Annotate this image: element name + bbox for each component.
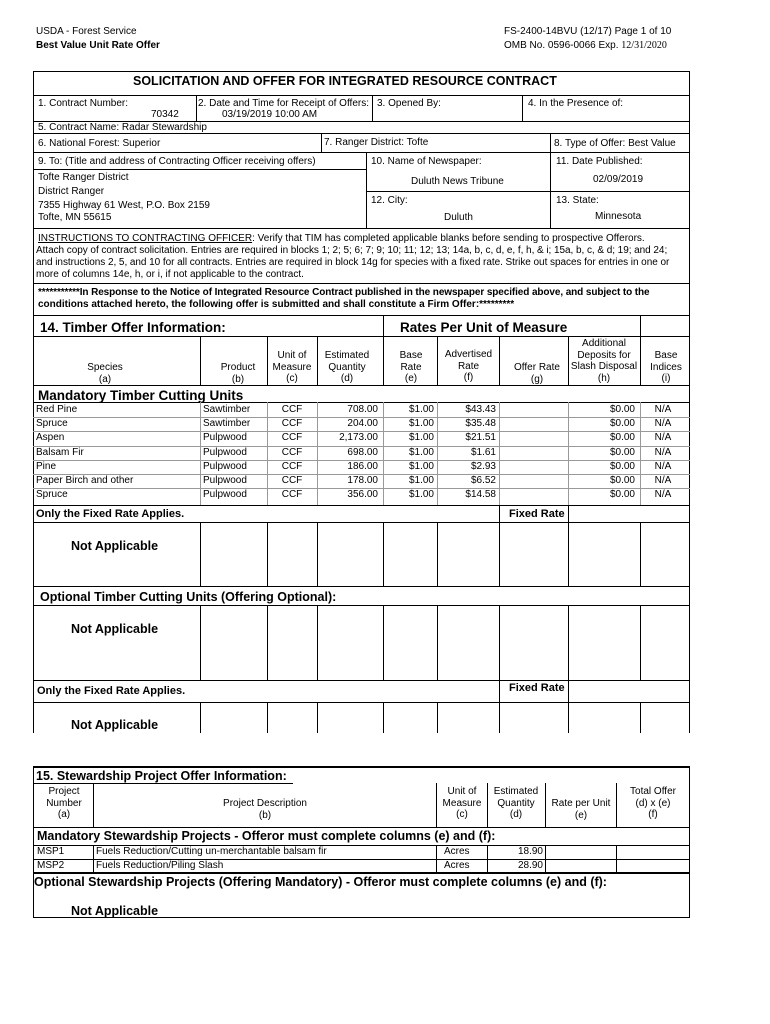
city-label: 12. City: — [371, 195, 408, 206]
cell-unit: CCF — [281, 432, 303, 444]
exp-label: Exp. — [598, 40, 619, 51]
cell-species: Spruce — [36, 489, 68, 501]
fixed-rate-only-label-2: Only the Fixed Rate Applies. — [37, 685, 186, 697]
optional-timber-title: Optional Timber Cutting Units (Offering Optional): — [40, 590, 337, 604]
slash-header-code: (h) — [597, 372, 611, 384]
cell-slash: $0.00 — [609, 418, 635, 430]
cell-slash: $0.00 — [609, 489, 635, 501]
cell-unit: CCF — [281, 460, 303, 472]
col-project-number-header — [38, 786, 90, 821]
cell-qty: 204.00 — [347, 418, 378, 430]
offer-rate-header-code: (g) — [530, 373, 544, 385]
main-title: SOLICITATION AND OFFER FOR INTEGRATED RESOURCE CONTRACT — [133, 74, 557, 88]
product-header-code: (b) — [231, 373, 245, 385]
cell-qty: 178.00 — [347, 475, 378, 486]
not-applicable-fixed-2: Not Applicable — [71, 718, 159, 732]
col-unit-header — [268, 350, 316, 385]
project-desc-header-code: (b) — [258, 809, 272, 821]
state: Minnesota — [595, 211, 642, 222]
form-number-text: FS-2400-14BVU (12/17) — [504, 26, 612, 37]
cell-adv: $35.48 — [465, 418, 496, 430]
cell-indices: N/A — [654, 460, 672, 472]
total-offer-header-1: Total Offer — [630, 786, 676, 797]
stew-cell-unit: Acres — [444, 846, 470, 857]
instructions-text-1: : Verify that TIM has completed applicable blanks before sending to prospective Offerors. — [252, 233, 645, 244]
cell-base: $1.00 — [408, 446, 434, 458]
response-line-1: ***********In Response to the Notice of Integrated Resource Contract published in the newspaper specified above, and subject to the — [38, 287, 650, 298]
cell-species: Paper Birch and other — [36, 475, 134, 486]
cell-indices: N/A — [654, 489, 672, 501]
omb-number: OMB No. 0596-0066 — [504, 40, 596, 51]
total-offer-header-2: (d) x (e) — [635, 797, 671, 809]
mandatory-timber-title: Mandatory Timber Cutting Units — [38, 388, 244, 403]
fixed-rate-only-label: Only the Fixed Rate Applies. — [36, 508, 185, 520]
stew-cell-desc: Fuels Reduction/Cutting un-merchantable balsam fir — [96, 846, 327, 857]
cell-indices: N/A — [654, 404, 672, 415]
stew-unit-header-1: Unit of — [447, 786, 477, 797]
cell-product: Sawtimber — [203, 418, 251, 430]
cell-indices: N/A — [654, 432, 672, 444]
total-offer-header-code: (f) — [648, 809, 658, 820]
instructions-lead: INSTRUCTIONS TO CONTRACTING OFFICER — [38, 233, 253, 244]
instructions-line-2: Attach copy of contract solicitation. Entries are required in blocks 1; 2; 5; 6; 7; 9; 10; 11; 12; 13; 14a, b, c, d, e, f, h, & i; 15a, b, c, & d; 19; and 24; — [36, 245, 668, 256]
col-project-desc-header — [200, 798, 330, 821]
rate-unit-header: Rate per Unit — [551, 798, 611, 809]
base-rate-header-2: Rate — [400, 361, 422, 373]
national-forest: 6. National Forest: Superior — [38, 138, 161, 149]
cell-unit: CCF — [281, 475, 303, 486]
adv-rate-header-1: Advertised — [444, 349, 493, 360]
cell-slash: $0.00 — [609, 460, 635, 472]
col-base-rate-header — [386, 350, 436, 385]
stew-cell-number: MSP2 — [37, 860, 65, 871]
newspaper-name: Duluth News Tribune — [411, 176, 504, 187]
cell-adv: $2.93 — [470, 460, 496, 472]
receipt-date-label: 2. Date and Time for Receipt of Offers: — [198, 98, 370, 109]
presence-label: 4. In the Presence of: — [528, 98, 624, 109]
rate-unit-header-code: (e) — [574, 809, 588, 821]
contracting-officer-label: 9. To: (Title and address of Contracting Officer receiving offers) — [38, 156, 316, 167]
stew-unit-header-2: Measure — [442, 797, 482, 809]
not-applicable-optional: Not Applicable — [71, 622, 159, 636]
cell-qty: 2,173.00 — [339, 432, 378, 444]
indices-header-2: Indices — [650, 361, 682, 373]
form-number — [504, 27, 671, 37]
cell-unit: CCF — [281, 446, 303, 458]
stew-cell-qty: 28.90 — [517, 860, 543, 871]
cell-species: Red Pine — [36, 404, 78, 415]
cell-adv: $1.61 — [470, 446, 496, 458]
unit-header-code: (c) — [286, 373, 298, 384]
cell-qty: 356.00 — [347, 489, 378, 501]
col-quantity-header — [319, 350, 375, 385]
page-info: Page 1 of 10 — [614, 26, 672, 37]
indices-header-1: Base — [654, 350, 678, 361]
cell-adv: $21.51 — [465, 432, 496, 444]
col-indices-header — [643, 350, 689, 385]
cell-qty: 698.00 — [347, 446, 378, 458]
contract-number-label: 1. Contract Number: — [38, 98, 129, 109]
cell-species: Pine — [36, 460, 57, 472]
cell-species: Spruce — [36, 418, 68, 430]
mandatory-stewardship-title: Mandatory Stewardship Projects - Offeror must complete columns (e) and (f): — [37, 829, 496, 843]
unit-header-2: Measure — [272, 361, 312, 373]
fixed-rate-label-2: Fixed Rate — [509, 682, 565, 694]
cell-adv: $43.43 — [465, 404, 496, 415]
instructions-line-4: more of columns 14e, h, or i, if not applicable to the contract. — [36, 269, 304, 280]
cell-adv: $14.58 — [465, 489, 496, 501]
stew-qty-header-code: (d) — [509, 809, 523, 820]
col-product-header — [213, 362, 263, 385]
cell-species: Aspen — [36, 432, 65, 444]
col-total-offer-header — [617, 786, 689, 821]
state-label: 13. State: — [556, 195, 599, 206]
base-rate-header-code: (e) — [404, 373, 418, 384]
cell-product: Pulpwood — [203, 446, 247, 458]
not-applicable-stewardship: Not Applicable — [71, 904, 159, 918]
cell-base: $1.00 — [408, 404, 434, 415]
adv-rate-header-code: (f) — [463, 372, 474, 383]
species-header: Species — [87, 362, 123, 373]
product-header: Product — [220, 362, 256, 373]
address-line-2: District Ranger — [38, 186, 105, 197]
cell-adv: $6.52 — [470, 475, 496, 486]
cell-product: Sawtimber — [203, 404, 251, 415]
instructions-line-1 — [38, 234, 645, 244]
unit-header-1: Unit of — [277, 350, 307, 361]
base-rate-header-1: Base — [399, 350, 423, 361]
slash-header-3: Slash Disposal — [570, 361, 638, 372]
instructions-line-3: and instructions 2, 5, and 10 for all contracts. Entries are required in block 14g for species with a fixed rate. Strike out spaces for entries in one or — [36, 257, 670, 268]
cell-base: $1.00 — [408, 475, 434, 486]
indices-header-code: (i) — [661, 373, 671, 384]
cell-unit: CCF — [281, 418, 303, 430]
agency-name: USDA - Forest Service — [36, 26, 137, 37]
col-stew-unit-header — [437, 786, 487, 821]
stew-cell-desc: Fuels Reduction/Piling Slash — [96, 860, 224, 871]
contract-name: 5. Contract Name: Radar Stewardship — [38, 122, 207, 133]
project-number-header-1: Project — [48, 786, 80, 797]
adv-rate-header-2: Rate — [457, 360, 480, 372]
cell-base: $1.00 — [408, 460, 434, 472]
cell-slash: $0.00 — [609, 404, 635, 415]
ranger-district: 7. Ranger District: Tofte — [324, 137, 429, 148]
project-number-header-2: Number — [46, 797, 82, 809]
offer-rate-header: Offer Rate — [514, 362, 560, 373]
city: Duluth — [444, 212, 473, 223]
cell-indices: N/A — [654, 446, 672, 458]
cell-indices: N/A — [654, 475, 672, 486]
date-published-label: 11. Date Published: — [556, 156, 643, 167]
address-line-1: Tofte Ranger District — [38, 172, 129, 183]
not-applicable-fixed-1: Not Applicable — [71, 539, 159, 553]
optional-stewardship-title: Optional Stewardship Projects (Offering Mandatory) - Offeror must complete columns (e) and (f): — [34, 875, 607, 889]
cell-indices: N/A — [654, 418, 672, 430]
newspaper-label: 10. Name of Newspaper: — [371, 156, 482, 167]
cell-product: Pulpwood — [203, 475, 247, 486]
contract-number: 70342 — [151, 109, 179, 120]
cell-unit: CCF — [281, 404, 303, 415]
fixed-rate-label: Fixed Rate — [509, 508, 565, 520]
stew-qty-header-1: Estimated — [493, 786, 539, 797]
qty-header-code: (d) — [340, 373, 354, 384]
timber-section-title: 14. Timber Offer Information: — [40, 320, 226, 335]
col-species-header — [60, 362, 150, 385]
col-slash-header — [568, 338, 640, 384]
cell-base: $1.00 — [408, 418, 434, 430]
offer-type: 8. Type of Offer: Best Value — [554, 138, 676, 149]
col-offer-rate-header — [505, 362, 569, 385]
stew-qty-header-2: Quantity — [497, 797, 535, 809]
cell-product: Pulpwood — [203, 432, 247, 444]
col-stew-qty-header — [488, 786, 544, 821]
col-adv-rate-header — [440, 349, 497, 384]
date-published: 02/09/2019 — [593, 174, 644, 185]
omb-line — [504, 41, 667, 51]
cell-product: Pulpwood — [203, 489, 247, 501]
slash-header-2: Deposits for — [577, 349, 631, 361]
project-number-header-code: (a) — [57, 809, 71, 820]
slash-header-1: Additional — [582, 338, 626, 349]
qty-header-1: Estimated — [324, 350, 370, 361]
receipt-date: 03/19/2019 10:00 AM — [222, 109, 318, 120]
cell-base: $1.00 — [408, 432, 434, 444]
species-header-code: (a) — [98, 373, 112, 385]
project-desc-header: Project Description — [223, 798, 307, 809]
cell-species: Balsam Fir — [36, 446, 84, 458]
stew-cell-unit: Acres — [444, 860, 470, 871]
response-line-2: conditions attached hereto, the following offer is submitted and shall constitute a Firm Offer:********* — [38, 299, 515, 310]
stew-unit-header-code: (c) — [456, 809, 468, 820]
col-rate-unit-header — [546, 798, 616, 821]
cell-base: $1.00 — [408, 489, 434, 501]
qty-header-2: Quantity — [328, 361, 366, 373]
stewardship-section-title: 15. Stewardship Project Offer Information: — [36, 769, 287, 783]
rates-title: Rates Per Unit of Measure — [400, 320, 568, 335]
stew-cell-qty: 18.90 — [517, 846, 543, 857]
cell-qty: 186.00 — [347, 460, 378, 472]
cell-slash: $0.00 — [609, 475, 635, 486]
cell-slash: $0.00 — [609, 446, 635, 458]
address-line-4: Tofte, MN 55615 — [38, 212, 112, 223]
stew-cell-number: MSP1 — [37, 846, 65, 857]
form-title: Best Value Unit Rate Offer — [36, 40, 160, 51]
exp-date: 12/31/2020 — [621, 40, 667, 51]
address-line-3: 7355 Highway 61 West, P.O. Box 2159 — [38, 200, 210, 211]
opened-by-label: 3. Opened By: — [377, 98, 441, 109]
cell-qty: 708.00 — [347, 404, 378, 415]
cell-slash: $0.00 — [609, 432, 635, 444]
cell-unit: CCF — [281, 489, 303, 501]
cell-product: Pulpwood — [203, 460, 247, 472]
